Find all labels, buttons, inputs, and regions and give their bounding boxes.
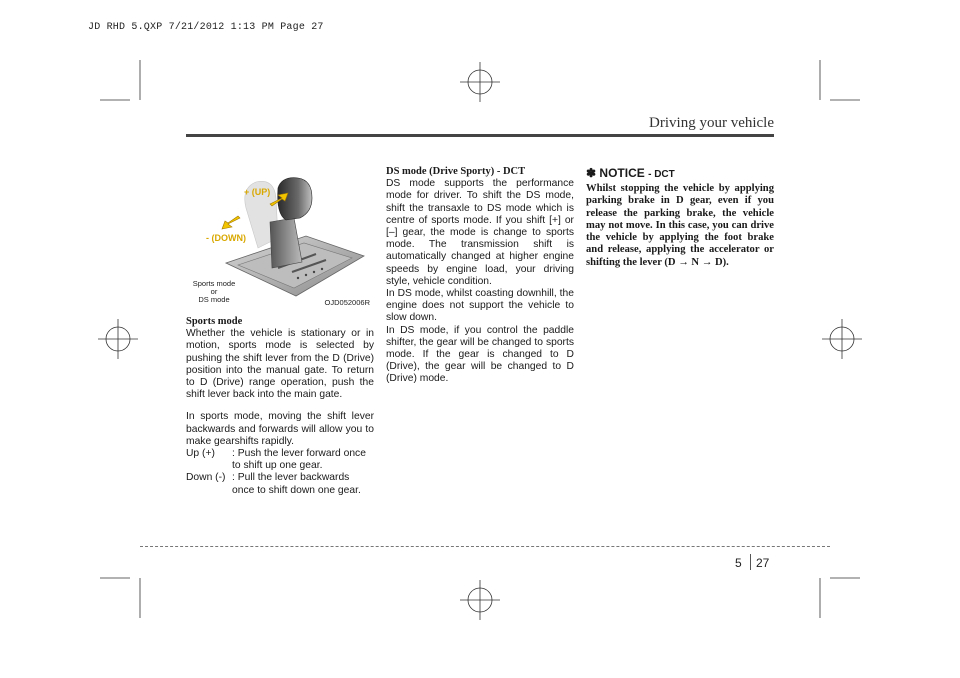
up-desc: : Push the lever forward once to shift up one gear.: [232, 448, 366, 472]
sports-mode-section: [186, 316, 374, 497]
shift-lever-figure: [186, 168, 372, 310]
notice-title-text: NOTICE: [599, 166, 645, 180]
ds-mode-heading: DS mode (Drive Sporty) - DCT: [386, 166, 526, 177]
up-term: Up (+): [186, 448, 215, 460]
down-term: Down (-): [186, 472, 226, 484]
section-title: Driving your vehicle: [649, 115, 774, 131]
ds-mode-para3: In DS mode, if you control the paddle shifter, the gear will be changed to sports mode. If the gear is changed to D (Drive), the gear will be changed to D (Drive) mode.: [386, 324, 574, 385]
notice-suffix: - DCT: [648, 169, 675, 180]
page-number-divider: [750, 554, 751, 570]
label-sports-line3: DS mode: [198, 295, 230, 304]
down-desc: : Pull the lever backwards once to shift down one gear.: [232, 472, 361, 496]
chapter-number: 5: [735, 556, 742, 570]
sports-mode-para2: In sports mode, moving the shift lever backwards and forwards will allow you to make gearshifts rapidly.: [186, 411, 374, 447]
title-rule: [186, 134, 774, 137]
print-header: JD RHD 5.QXP 7/21/2012 1:13 PM Page 27: [88, 22, 324, 33]
label-down: - (DOWN): [206, 233, 246, 243]
sports-mode-para1: Whether the vehicle is stationary or in motion, sports mode is selected by pushing the shift lever from the D (Drive) position into the manual gate. To return to D (Drive) range operation, push the shift lever back into the main gate.: [186, 328, 374, 401]
down-definition: [186, 472, 374, 496]
page-number: 27: [756, 556, 770, 570]
ds-mode-section: [386, 166, 574, 386]
label-sports-line2: or: [210, 287, 218, 296]
label-sports-mode: [190, 280, 238, 304]
ds-mode-para1: DS mode supports the performance mode for driver. To shift the DS mode, shift the transaxle to DS mode which is centre of sports mode. If you shift [+] or [–] gear, the mode is change to sports mode. The transmission shift is automatically changed at higher engine speeds by engine load, your driving style, vehicle condition.: [386, 178, 574, 287]
notice-title: [586, 166, 774, 180]
ds-mode-para2: In DS mode, whilst coasting downhill, the engine does not support the vehicle to slow down.: [386, 288, 574, 324]
footer-dashed-rule: [140, 546, 830, 547]
notice-symbol-icon: ✽: [586, 166, 597, 180]
label-up: + (UP): [244, 187, 271, 197]
up-definition: [186, 448, 374, 472]
sports-mode-heading: Sports mode: [186, 316, 243, 327]
notice-body: Whilst stopping the vehicle by applying parking brake in D gear, even if you release the parking brake, the vehicle may not move. In this case, you can drive the vehicle by applying the foot brake and release, applying the accelerator or shifting the lever (D → N → D).: [586, 183, 774, 268]
notice-box: [586, 166, 774, 269]
label-sports-line1: Sports mode: [192, 279, 236, 288]
figure-code: OJD052006R: [324, 298, 370, 307]
